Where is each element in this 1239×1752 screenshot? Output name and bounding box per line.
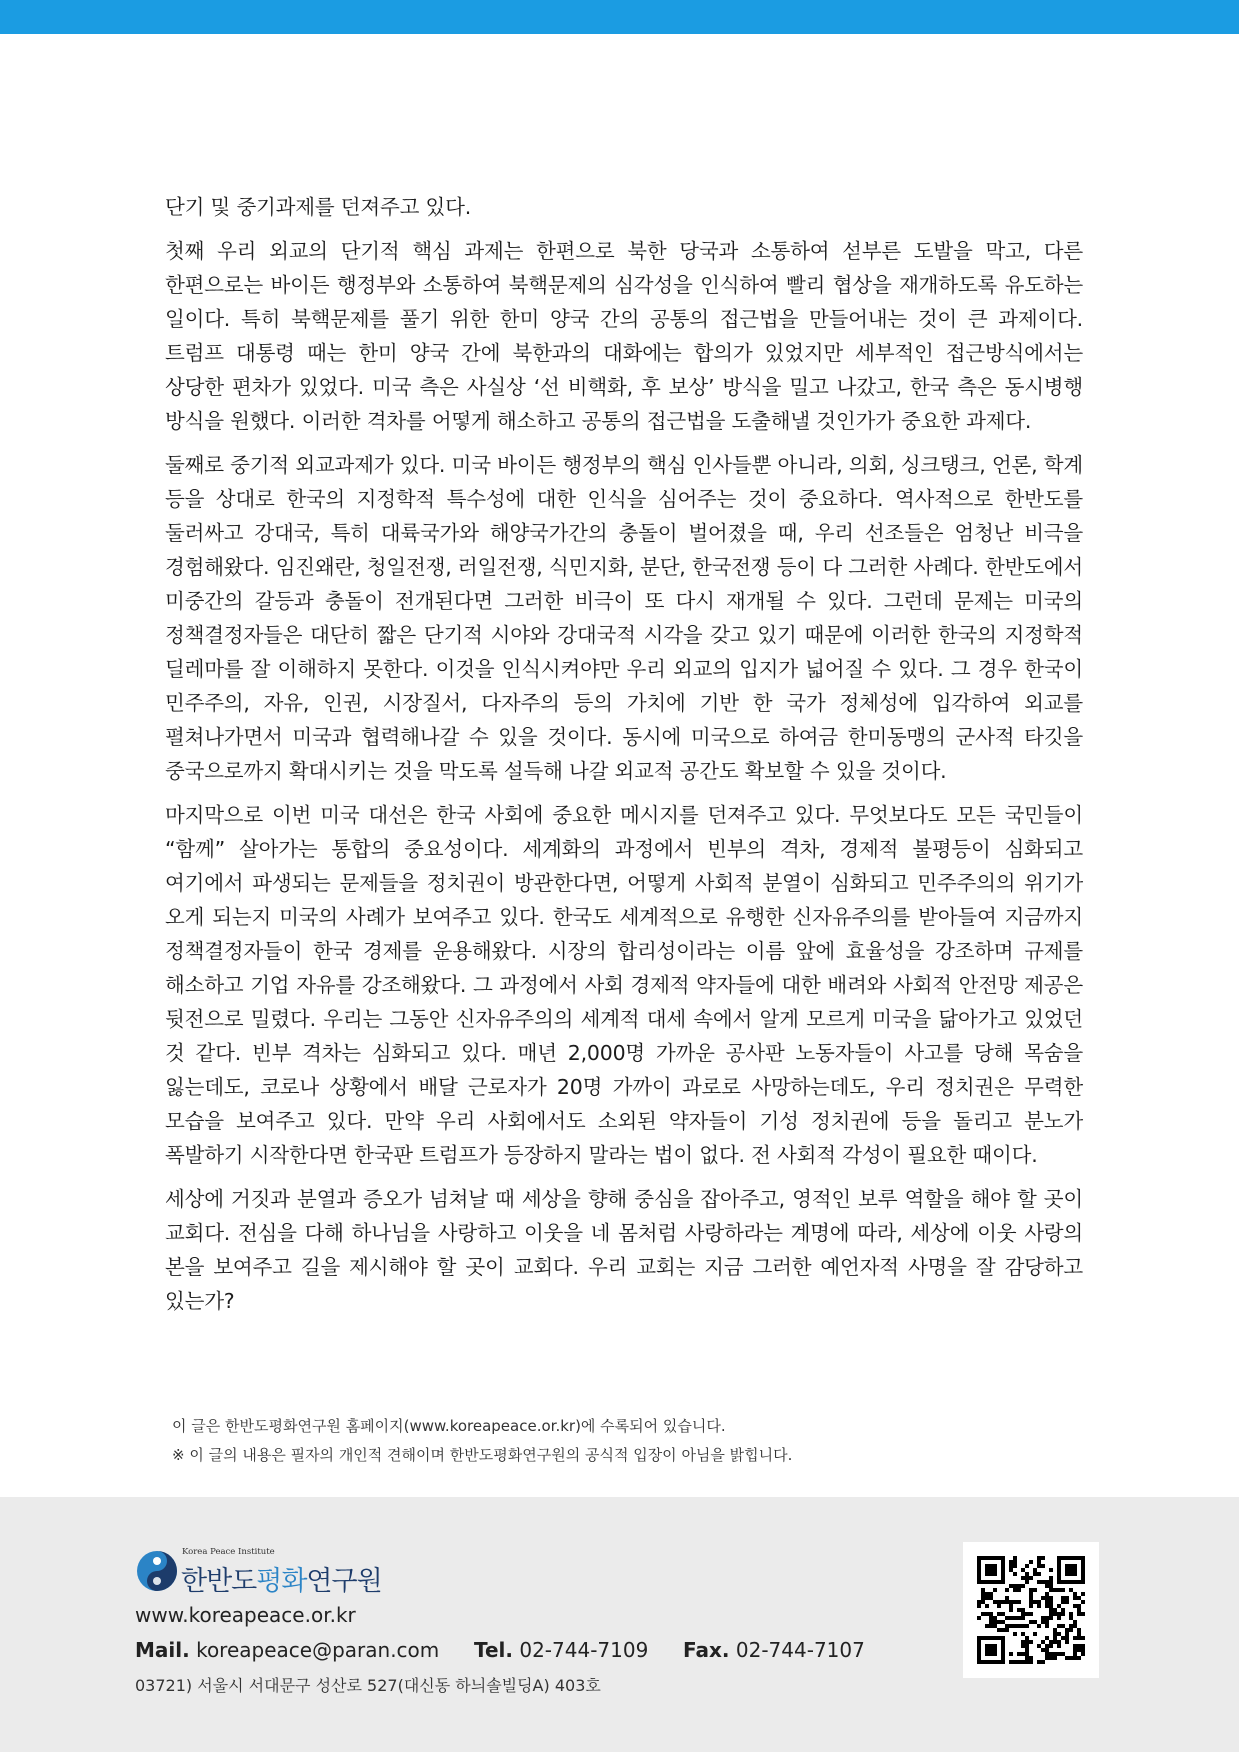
mail-address[interactable]: koreapeace@paran.com [196,1638,440,1662]
website-link[interactable]: www.koreapeace.or.kr [135,1603,356,1627]
article-body [165,190,1083,1328]
institute-logo [135,1545,395,1595]
article-notes [172,1412,792,1470]
logo-name-part-1: 한반도 [181,1566,257,1597]
paragraph-lastly: 마지막으로 이번 미국 대선은 한국 사회에 중요한 메시지를 던져주고 있다. 무엇보다도 모든 국민들이 “함께” 살아가는 통합의 중요성이다. 세계화의 과정에서 빈부의 격차, 경제적 불평등이 심화되고 여기에서 파생되는 문제들을 정치권이 방관한다면, 어떻게 사회적 분열이 심화되고 민주주의의 위기가 오게 되는지 미국의 사례가 보여주고 있다. 한국도 세계적으로 유행한 신자유주의를 받아들여 지금까지 정책결정자들이 한국 경제를 운용해왔다. 시장의 합리성이라는 이름 앞에 효율성을 강조하며 규제를 해소하고 기업 자유를 강조해왔다. 그 과정에서 사회 경제적 약자들에 대한 배려와 사회적 안전망 제공은 뒷전으로 밀렸다. 우리는 그동안 신자유주의의 세계적 대세 속에서 알게 모르게 미국을 닮아가고 있었던 것 같다. 빈부 격차는 심화되고 있다. 매년 2,000명 가까운 공사판 노동자들이 사고를 당해 목숨을 잃는데도, 코로나 상황에서 배달 근로자가 20명 가까이 과로로 사망하는데도, 우리 정치권은 무력한 모습을 보여주고 있다. 만약 우리 사회에서도 소외된 약자들이 기성 정치권에 등을 돌리고 분노가 폭발하기 시작한다면 한국판 트럼프가 등장하지 말라는 법이 없다. 전 사회적 각성이 필요한 때이다. [165,803,1083,1167]
logo-english-text: Korea Peace Institute [182,1547,275,1557]
source-note: 이 글은 한반도평화연구원 홈페이지(www.koreapeace.or.kr)에 수록되어 있습니다. [172,1417,726,1435]
logo-swirl-icon [135,1549,179,1593]
postal-address: 03721) 서울시 서대문구 성산로 527(대신동 하늬솔빌딩A) 403호 [135,1676,601,1695]
logo-name-part-3: 연구원 [306,1566,382,1597]
fax-number: 02-744-7107 [735,1638,865,1662]
paragraph-first-task: 첫째 우리 외교의 단기적 핵심 과제는 한편으로 북한 당국과 소통하여 섣부른 도발을 막고, 다른 한편으로는 바이든 행정부와 소통하여 북핵문제의 심각성을 인식하여 빨리 협상을 재개하도록 유도하는 일이다. 특히 북핵문제를 풀기 위한 한미 양국 간의 공통의 접근법을 만들어내는 것이 큰 과제이다. 트럼프 대통령 때는 한미 양국 간에 북한과의 대화에는 합의가 있었지만 세부적인 접근방식에서는 상당한 편차가 있었다. 미국 측은 사실상 ‘선 비핵화, 후 보상’ 방식을 밀고 나갔고, 한국 측은 동시병행 방식을 원했다. 이러한 격차를 어떻게 해소하고 공통의 접근법을 도출해낼 것인가가 중요한 과제다. [165,239,1083,433]
disclaimer-note: ※ 이 글의 내용은 필자의 개인적 견해이며 한반도평화연구원의 공식적 입장이 아님을 밝힙니다. [172,1446,793,1464]
paragraph-second-task: 둘째로 중기적 외교과제가 있다. 미국 바이든 행정부의 핵심 인사들뿐 아니라, 의회, 싱크탱크, 언론, 학계 등을 상대로 한국의 지정학적 특수성에 대한 인식을 심어주는 것이 중요하다. 역사적으로 한반도를 둘러싸고 강대국, 특히 대륙국가와 해양국가간의 충돌이 벌어졌을 때, 우리 선조들은 엄청난 비극을 경험해왔다. 임진왜란, 청일전쟁, 러일전쟁, 식민지화, 분단, 한국전쟁 등이 다 그러한 사례다. 한반도에서 미중간의 갈등과 충돌이 전개된다면 그러한 비극이 또 다시 재개될 수 있다. 그런데 문제는 미국의 정책결정자들은 대단히 짧은 단기적 시야와 강대국적 시각을 갖고 있기 때문에 이러한 한국의 지정학적 딜레마를 잘 이해하지 못한다. 이것을 인식시켜야만 우리 외교의 입지가 넓어질 수 있다. 그 경우 한국이 민주주의, 자유, 인권, 시장질서, 다자주의 등의 가치에 기반 한 국가 정체성에 입각하여 외교를 펼쳐나가면서 미국과 협력해나갈 수 있을 것이다. 동시에 미국으로 하여금 한미동맹의 군사적 타깃을 중국으로까지 확대시키는 것을 막도록 설득해 나갈 외교적 공간도 확보할 수 있을 것이다. [165,453,1083,783]
qr-code[interactable] [963,1542,1099,1678]
tel-number: 02-744-7109 [519,1638,649,1662]
tel-label: Tel. [473,1638,513,1662]
mail-label: Mail. [135,1638,190,1662]
qr-code-icon [977,1556,1085,1664]
paragraph-intro: 단기 및 중기과제를 던져주고 있다. [165,195,472,219]
contact-line [135,1638,865,1662]
paragraph-church: 세상에 거짓과 분열과 증오가 넘쳐날 때 세상을 향해 중심을 잡아주고, 영적인 보루 역할을 해야 할 곳이 교회다. 전심을 다해 하나님을 사랑하고 이웃을 네 몸처럼 사랑하라는 계명에 따라, 세상에 이웃 사랑의 본을 보여주고 길을 제시해야 할 곳이 교회다. 우리 교회는 지금 그러한 예언자적 사명을 잘 감당하고 있는가? [165,1187,1083,1313]
top-accent-bar [0,0,1239,34]
logo-korean-text [181,1559,382,1598]
fax-label: Fax. [683,1638,730,1662]
footer [0,1497,1239,1752]
logo-name-part-2: 평화 [256,1566,307,1597]
